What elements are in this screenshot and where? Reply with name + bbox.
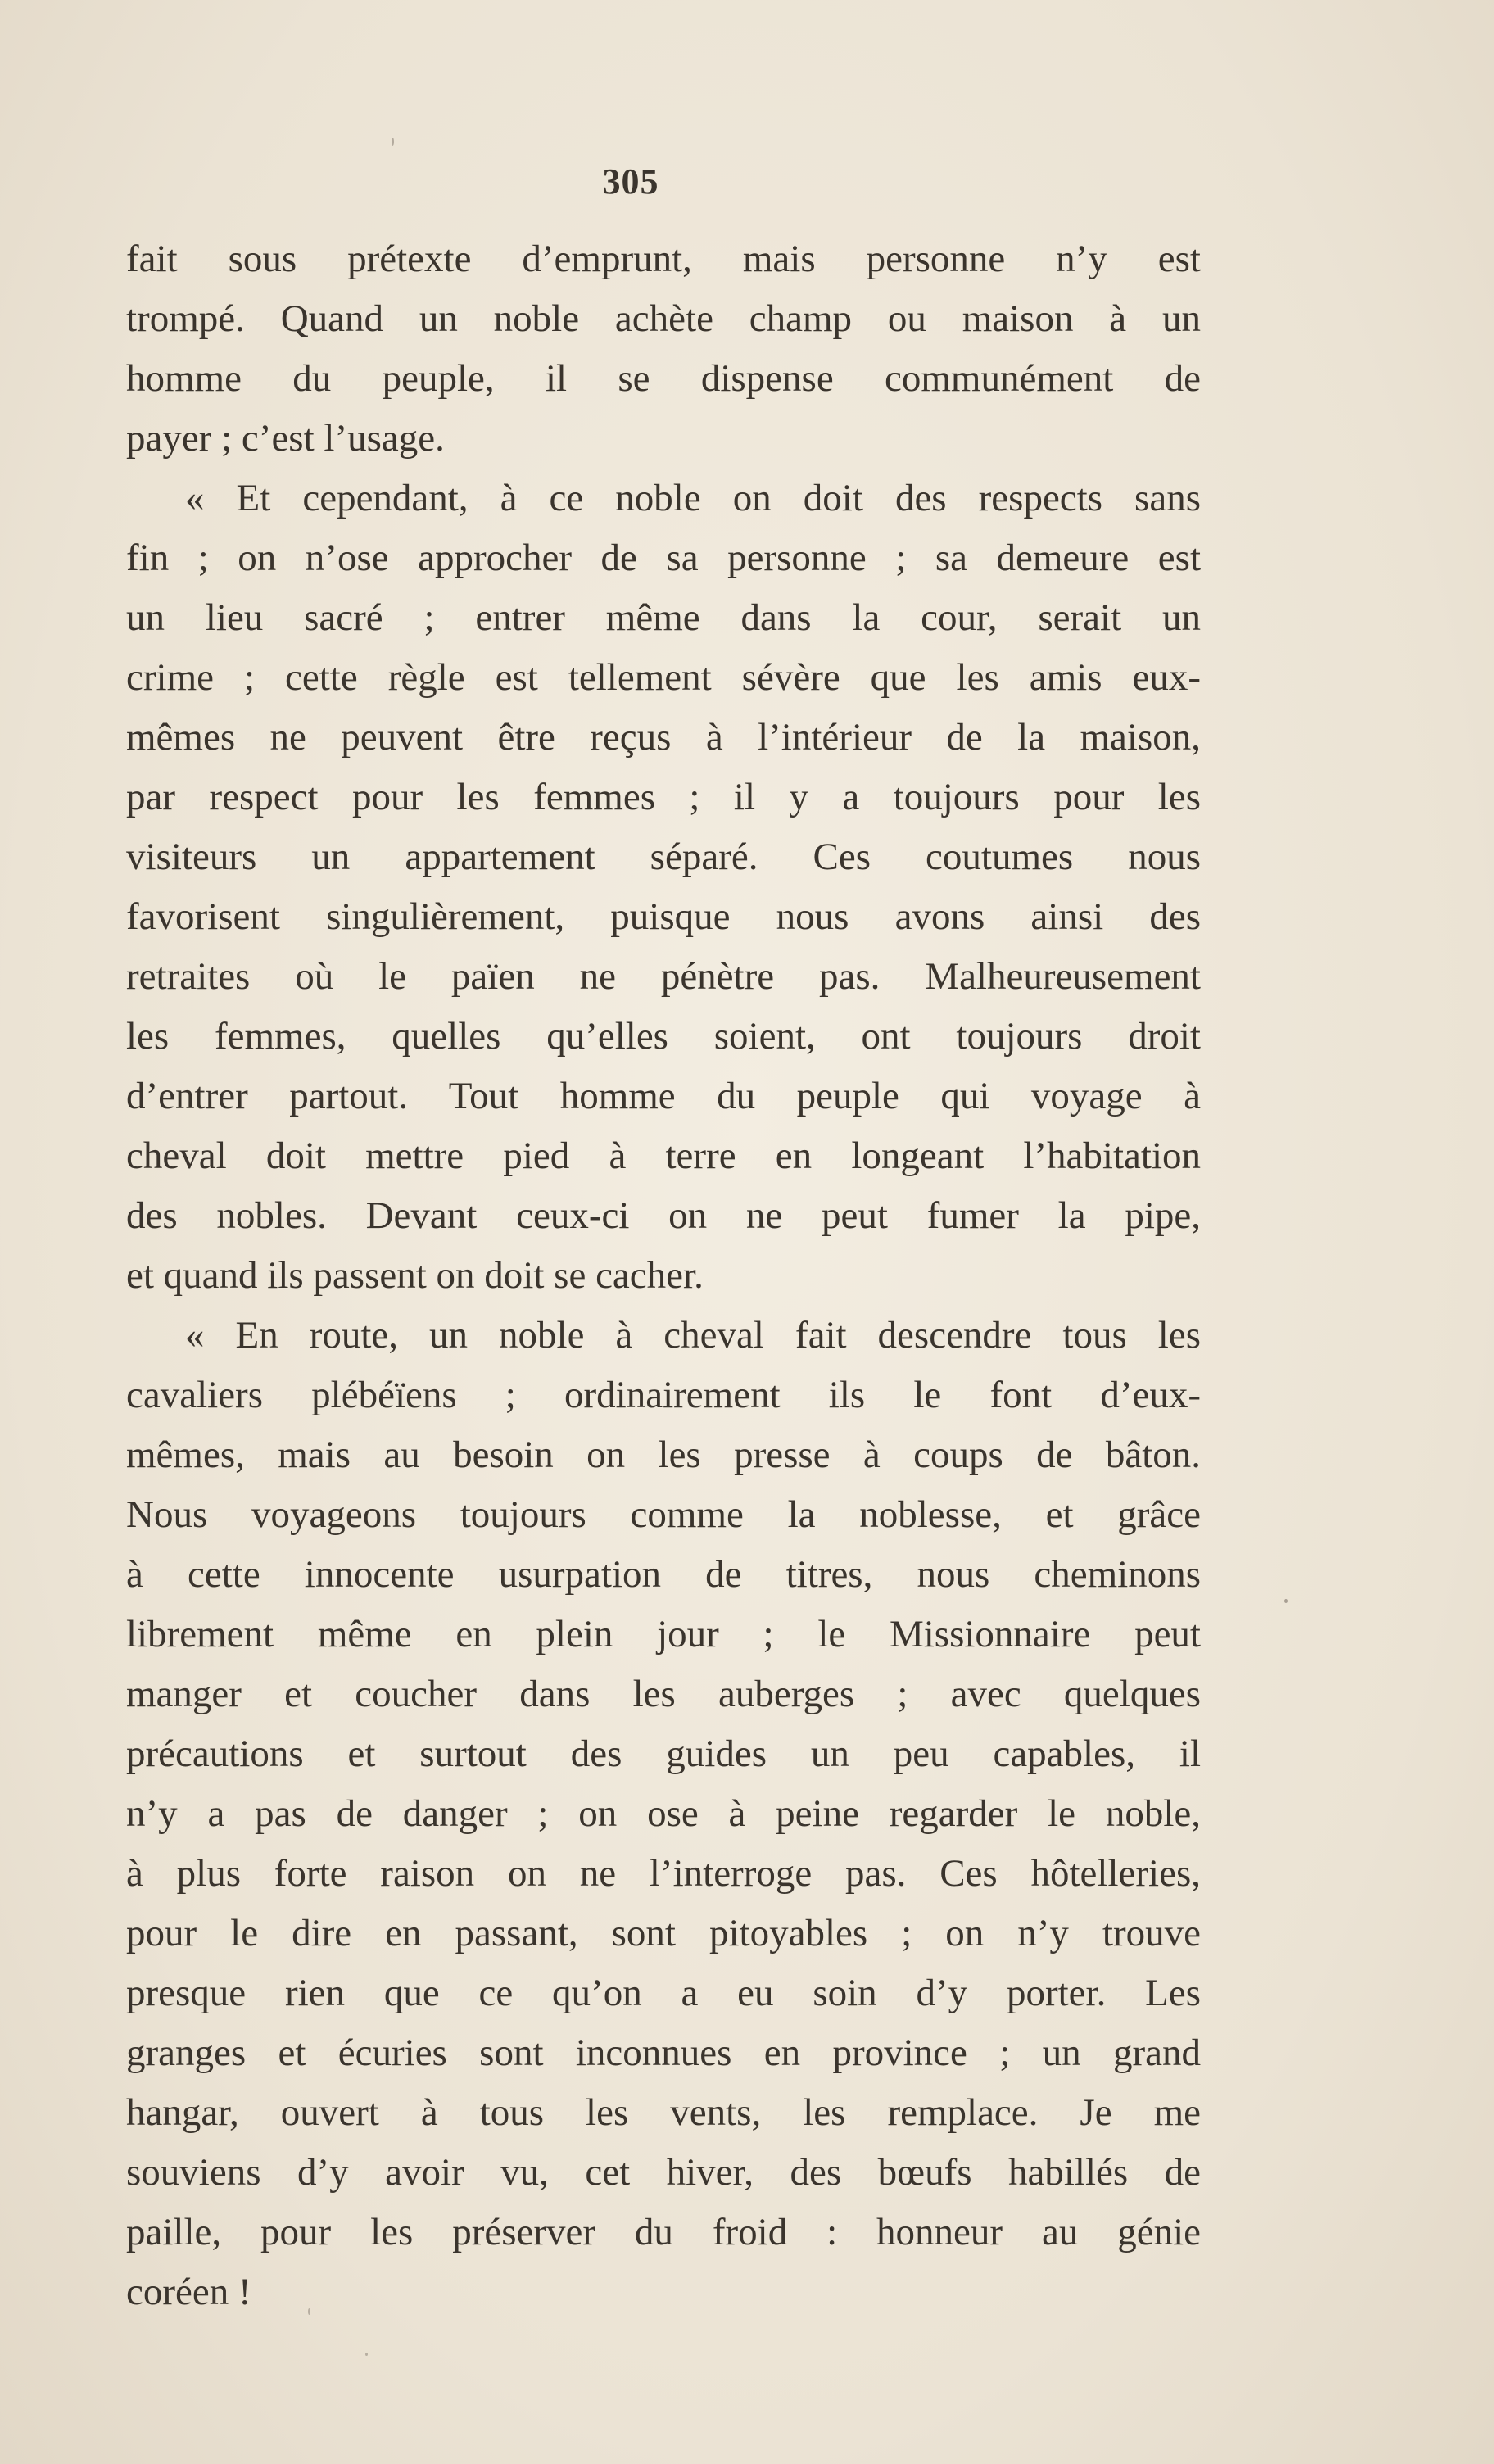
- text-line-29: pour le dire en passant, sont pitoyables ; on n’y trouve: [126, 1912, 1201, 1954]
- text-line-34: paille, pour les préserver du froid : honneur au génie: [126, 2211, 1201, 2253]
- text-line-14: les femmes, quelles qu’elles soient, ont toujours droit: [126, 1015, 1201, 1058]
- text-line-16: cheval doit mettre pied à terre en longeant l’habitation: [126, 1135, 1201, 1177]
- text-line-7: un lieu sacré ; entrer même dans la cour, serait un: [126, 596, 1201, 639]
- text-line-32: hangar, ouvert à tous les vents, les remplace. Je me: [126, 2091, 1201, 2134]
- page-number: 305: [602, 161, 659, 202]
- text-line-33: souviens d’y avoir vu, cet hiver, des bœufs habillés de: [126, 2151, 1201, 2194]
- paragraph-start-line-5: « Et cependant, à ce noble on doit des respects sans: [185, 477, 1201, 519]
- paragraph-start-line-19: « En route, un noble à cheval fait descendre tous les: [185, 1314, 1201, 1357]
- text-line-8: crime ; cette règle est tellement sévère que les amis eux-: [126, 656, 1201, 699]
- print-speck: [308, 2308, 310, 2315]
- text-line-21: mêmes, mais au besoin on les presse à coups de bâton.: [126, 1434, 1201, 1476]
- print-speck: [365, 2353, 368, 2356]
- text-line-28: à plus forte raison on ne l’interroge pas. Ces hôtelleries,: [126, 1852, 1201, 1895]
- text-line-11: visiteurs un appartement séparé. Ces coutumes nous: [126, 836, 1201, 878]
- text-line-35: coréen !: [126, 2271, 251, 2313]
- text-line-1: fait sous prétexte d’emprunt, mais personne n’y est: [126, 238, 1201, 280]
- text-line-10: par respect pour les femmes ; il y a toujours pour les: [126, 776, 1201, 818]
- text-line-9: mêmes ne peuvent être reçus à l’intérieur de la maison,: [126, 716, 1201, 759]
- text-line-17: des nobles. Devant ceux-ci on ne peut fumer la pipe,: [126, 1194, 1201, 1237]
- text-line-27: n’y a pas de danger ; on ose à peine regarder le noble,: [126, 1792, 1201, 1835]
- text-line-23: à cette innocente usurpation de titres, nous cheminons: [126, 1553, 1201, 1596]
- text-line-25: manger et coucher dans les auberges ; avec quelques: [126, 1673, 1201, 1715]
- print-speck: [1284, 1599, 1288, 1603]
- text-line-6: fin ; on n’ose approcher de sa personne ; sa demeure est: [126, 537, 1201, 579]
- text-line-24: librement même en plein jour ; le Missionnaire peut: [126, 1613, 1201, 1656]
- body-text: [126, 229, 1201, 2322]
- text-line-22: Nous voyageons toujours comme la noblesse, et grâce: [126, 1493, 1201, 1536]
- text-line-4: payer ; c’est l’usage.: [126, 417, 445, 460]
- text-line-3: homme du peuple, il se dispense communément de: [126, 357, 1201, 400]
- text-line-31: granges et écuries sont inconnues en province ; un grand: [126, 2031, 1201, 2074]
- text-line-18: et quand ils passent on doit se cacher.: [126, 1254, 704, 1297]
- text-line-15: d’entrer partout. Tout homme du peuple qui voyage à: [126, 1075, 1201, 1117]
- text-line-20: cavaliers plébéïens ; ordinairement ils le font d’eux-: [126, 1374, 1201, 1416]
- text-line-13: retraites où le païen ne pénètre pas. Malheureusement: [126, 955, 1201, 998]
- text-line-12: favorisent singulièrement, puisque nous avons ainsi des: [126, 895, 1201, 938]
- text-line-30: presque rien que ce qu’on a eu soin d’y porter. Les: [126, 1972, 1201, 2014]
- print-speck: [392, 138, 394, 146]
- text-line-2: trompé. Quand un noble achète champ ou maison à un: [126, 297, 1201, 340]
- text-line-26: précautions et surtout des guides un peu capables, il: [126, 1732, 1201, 1775]
